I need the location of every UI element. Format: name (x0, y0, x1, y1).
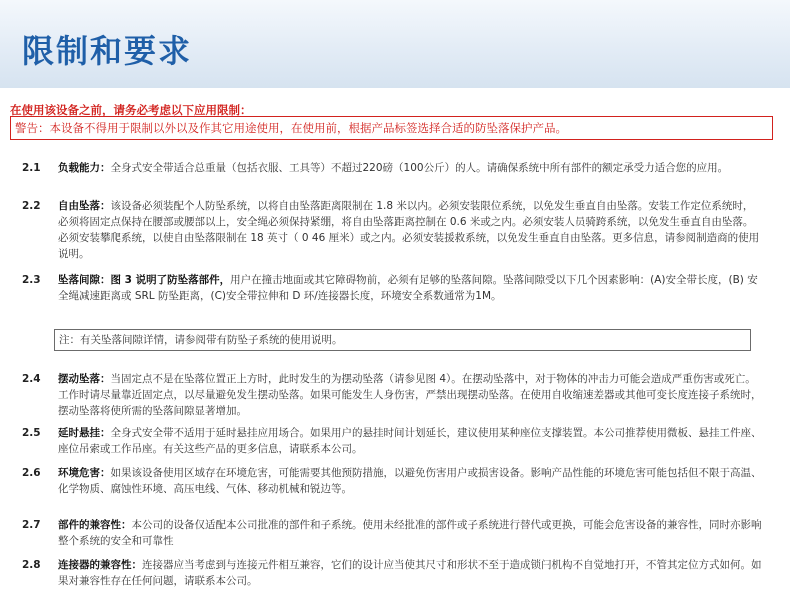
page-title: 限制和要求 (22, 32, 193, 70)
item-free-fall (22, 198, 762, 262)
item-term: 摆动坠落： (58, 373, 111, 385)
item-swing-fall (22, 371, 762, 419)
item-load-capacity (22, 160, 762, 176)
item-text: 该设备必须装配个人防坠系统，以将自由坠落距离限制在 1.8 米以内。必须安装限位系统，以免发生垂直自由坠落。安装工作定位系统时，必须将固定点保持在腰部或腰部以上，安全绳必须保持紧绷，将自由坠落距离控制在 0.6 米或之内。必须安装人员骑跨系统，以免发生垂直自由坠落。必须安装攀爬系统，以使自由坠落限制在 18 英寸（ 0 46 厘米）或之内。必须安装援救系统，以免发生垂直自由坠落。更多信息，请参阅制造商的使用说明。 (58, 200, 760, 260)
note-text: 注：有关坠落间隙详情，请参阅带有防坠子系统的使用说明。 (59, 334, 343, 346)
item-term: 部件的兼容性： (58, 519, 132, 531)
item-number: 2.7 (22, 519, 41, 531)
item-number: 2.4 (22, 373, 41, 385)
warning-notice-box (10, 116, 773, 140)
item-text: 如果该设备使用区域存在环境危害，可能需要其他预防措施，以避免伤害用户或损害设备。影响产品性能的环境危害可能包括但不限于高温、化学物质、腐蚀性环境、高压电线、气体、移动机械和锐边等。 (58, 467, 762, 495)
item-term: 负载能力： (58, 162, 111, 174)
item-environmental-hazards (22, 465, 762, 497)
item-text: 用户在撞击地面或其它障碍物前，必须有足够的坠落间隙。坠落间隙受以下几个因素影响：(A)安全带长度，(B) 安全绳减速距离或 SRL 防坠距离，(C)安全带拉伸和 D 环/连接器长度，环境安全系数通常为1M。 (58, 274, 758, 302)
item-text: 连接器应当考虑到与连接元件相互兼容，它们的设计应当使其尺寸和形状不至于造成锁闩机构不自觉地打开，不管其定位方式如何。如果对兼容性存在任何问题，请联系本公司。 (58, 559, 762, 587)
item-text: 本公司的设备仅适配本公司批准的部件和子系统。使用未经批准的部件或子系统进行替代或更换，可能会危害设备的兼容性，同时亦影响整个系统的安全和可靠性 (58, 519, 762, 547)
item-text: 当固定点不是在坠落位置正上方时，此时发生的为摆动坠落（请参见图 4）。在摆动坠落中，对于物体的冲击力可能会造成严重伤害或死亡。工作时请尽量靠近固定点，以尽量避免发生摆动坠落。如果可能发生人身伤害，严禁出现摆动坠落。在使用自收缩速差器或其他可变长度连接子系统时，摆动坠落将使所需的坠落间隙显著增加。 (58, 373, 762, 417)
item-number: 2.1 (22, 162, 41, 174)
item-term: 自由坠落： (58, 200, 111, 212)
warning-notice-text: 警告：本设备不得用于限制以外以及作其它用途使用，在使用前，根据产品标签选择合适的防坠落保护产品。 (15, 121, 567, 135)
item-component-compatibility (22, 517, 762, 549)
item-term: 连接器的兼容性： (58, 559, 142, 571)
item-connector-compatibility (22, 557, 762, 589)
item-number: 2.5 (22, 427, 41, 439)
item-number: 2.8 (22, 559, 41, 571)
item-number: 2.2 (22, 200, 41, 212)
note-box (54, 329, 751, 351)
item-number: 2.3 (22, 274, 41, 286)
item-number: 2.6 (22, 467, 41, 479)
warning-heading: 在使用该设备之前，请务必考虑以下应用限制： (10, 103, 252, 117)
item-suspension (22, 425, 762, 457)
item-fall-clearance (22, 272, 762, 304)
item-text: 全身式安全带不适用于延时悬挂应用场合。如果用户的悬挂时间计划延长，建议使用某种座位支撑装置。本公司推荐使用微板、悬挂工件座、座位吊索或工作吊座。有关这些产品的更多信息，请联系本公司。 (58, 427, 762, 455)
item-term: 坠落间隙：图 3 说明了防坠落部件， (58, 274, 231, 286)
item-term: 延时悬挂： (58, 427, 111, 439)
item-term: 环境危害： (58, 467, 111, 479)
item-text: 全身式安全带适合总重量（包括衣服、工具等）不超过220磅（100公斤）的人。请确保系统中所有部件的额定承受力适合您的应用。 (110, 162, 729, 174)
